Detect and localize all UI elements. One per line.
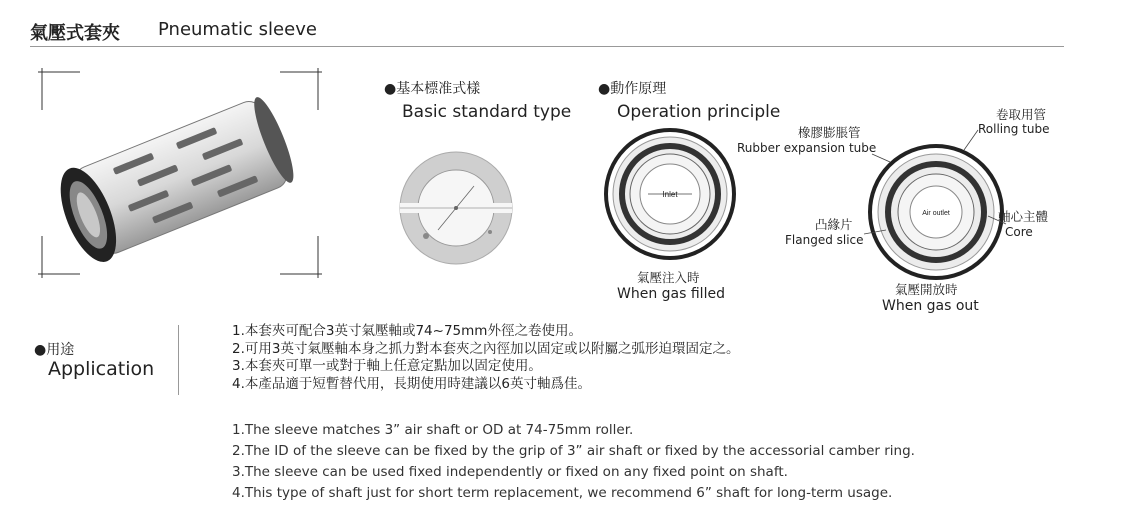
- flanged-slice-label-cn: 凸緣片: [815, 217, 853, 232]
- core-label-en: Core: [1005, 225, 1033, 239]
- list-item: 1.The sleeve matches 3” air shaft or OD at 74-75mm roller.: [232, 422, 634, 438]
- rubber-expansion-tube-label-cn: 橡膠膨脹管: [798, 125, 861, 140]
- list-item: 2.The ID of the sleeve can be fixed by the grip of 3” air shaft or fixed by the accessorial camber ring.: [232, 443, 915, 459]
- flanged-slice-label-en: Flanged slice: [785, 233, 864, 247]
- rubber-expansion-tube-label-en: Rubber expansion tube: [737, 141, 877, 155]
- operation-principle-title-cn: ●動作原理: [598, 81, 667, 97]
- rolling-tube-label-cn: 卷取用管: [996, 107, 1047, 122]
- header-divider: [30, 46, 1064, 47]
- list-item: 3.The sleeve can be used fixed independently or fixed on any fixed point on shaft.: [232, 464, 788, 480]
- list-item: 2.可用3英寸氣壓軸本身之抓力對本套夾之內徑加以固定或以附屬之弧形迫環固定之。: [232, 340, 740, 357]
- list-item: 3.本套夾可單一或對于軸上任意定點加以固定使用。: [232, 358, 542, 374]
- basic-standard-diagram: [398, 150, 514, 266]
- list-item: 4.This type of shaft just for short term replacement, we recommend 6” shaft for long-term usage.: [232, 485, 893, 501]
- list-item: 4.本產品適于短暫替代用，長期使用時建議以6英寸軸爲佳。: [232, 375, 591, 392]
- basic-standard-title-en: Basic standard type: [402, 102, 572, 122]
- basic-standard-title-cn: ●基本標准式樣: [384, 81, 481, 97]
- application-title-en: Application: [48, 358, 155, 380]
- gas-filled-label-cn: 氣壓注入時: [637, 270, 700, 285]
- air-outlet-label: Air outlet: [922, 210, 950, 217]
- page-title-cn: 氣壓式套夾: [30, 23, 120, 44]
- gas-out-label-en: When gas out: [882, 298, 979, 314]
- rolling-tube-label-en: Rolling tube: [978, 122, 1050, 136]
- application-divider: [178, 325, 179, 395]
- operation-principle-title-en: Operation principle: [617, 102, 781, 122]
- gas-out-label-cn: 氣壓開放時: [895, 282, 958, 297]
- gas-filled-label-en: When gas filled: [617, 286, 725, 302]
- application-list-en: [232, 420, 915, 504]
- core-label-cn: 軸心主體: [998, 209, 1049, 224]
- application-title-cn: ●用途: [34, 342, 75, 358]
- list-item: 1.本套夾可配合3英寸氣壓軸或74~75mm外徑之卷使用。: [232, 323, 582, 339]
- inlet-label: Inlet: [662, 190, 678, 199]
- application-list-cn: [232, 323, 739, 393]
- page-title-en: Pneumatic sleeve: [158, 19, 317, 40]
- pneumatic-sleeve-image: [30, 60, 330, 288]
